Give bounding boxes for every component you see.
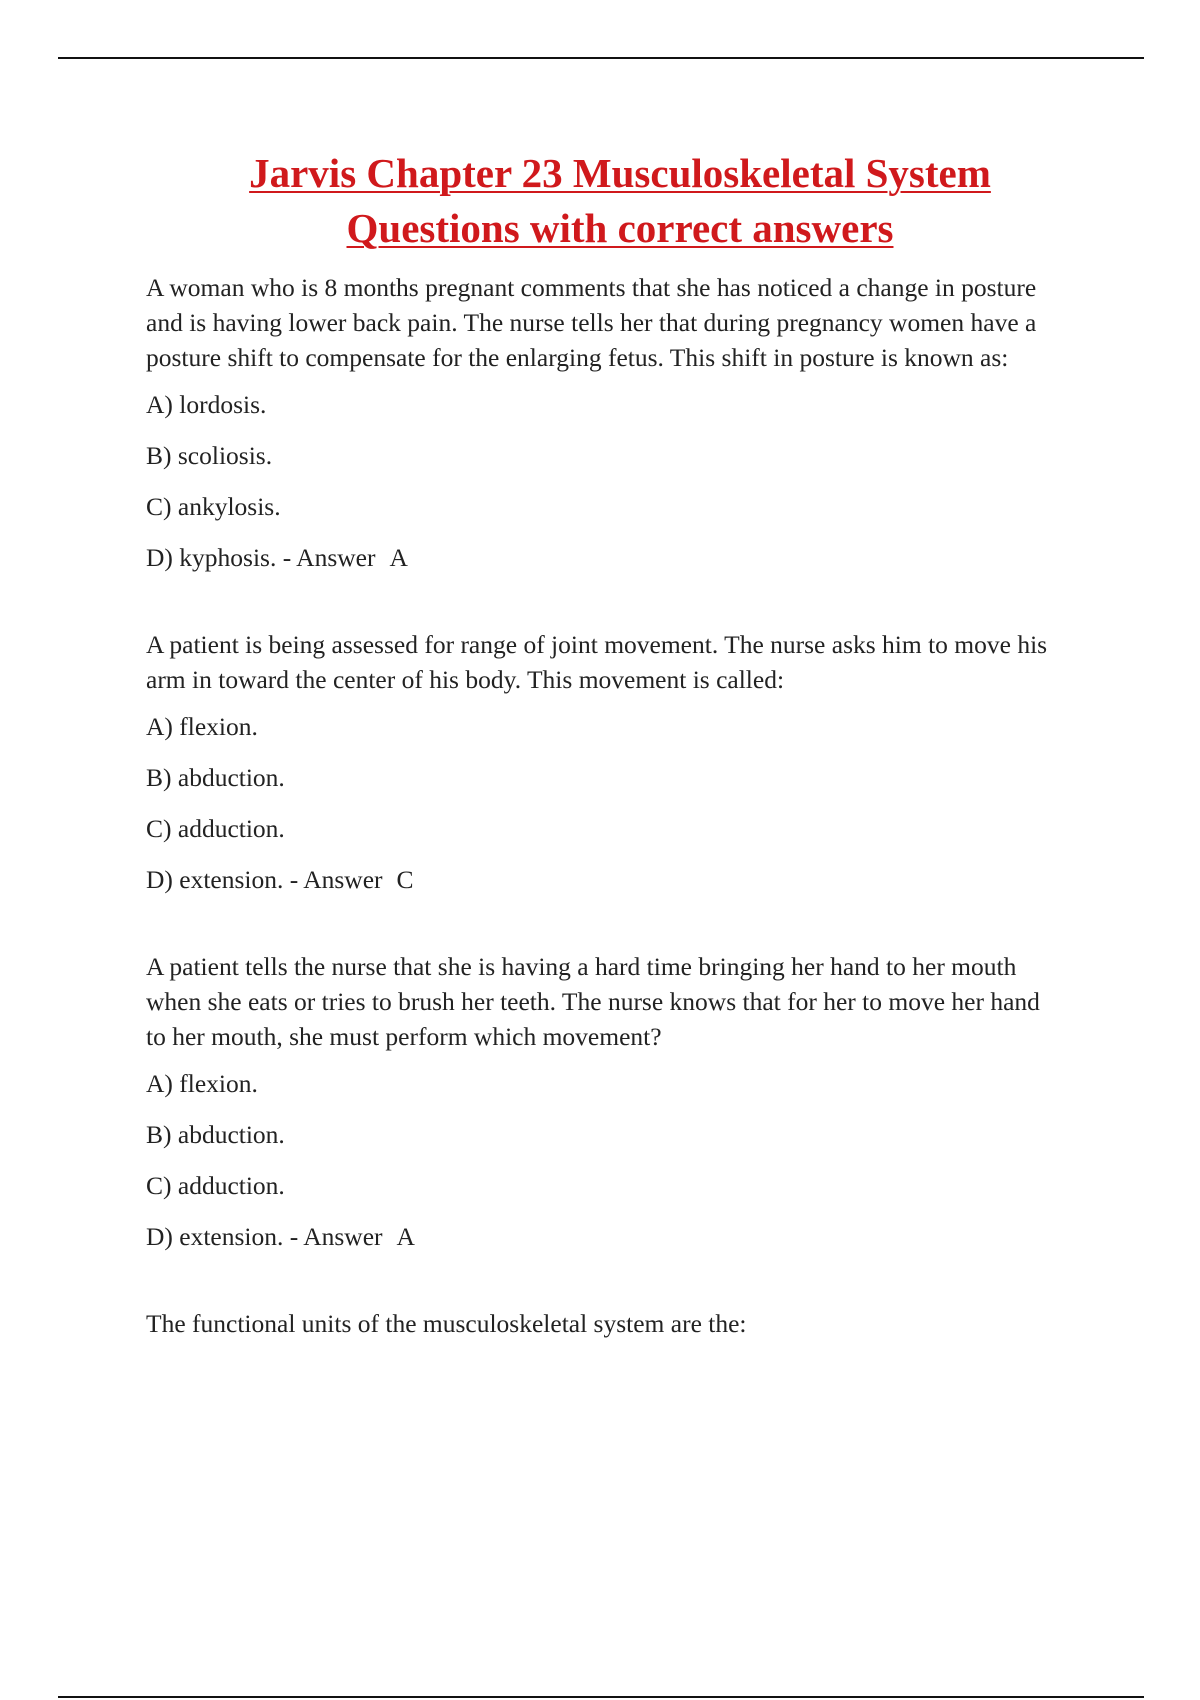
question-prompt: A patient tells the nurse that she is having a hard time bringing her hand to her mouth when she eats or tries to brush her teeth. The nurse knows that for her to move her hand to her mouth, she must perform which movement?: [146, 952, 1040, 1051]
option-b: B) abduction.: [146, 763, 285, 792]
option-d-with-answer: [146, 540, 1066, 575]
option-c: C) adduction.: [146, 1171, 285, 1200]
option-d: D) kyphosis. - Answer: [146, 543, 376, 572]
option-d: D) extension. - Answer: [146, 1222, 383, 1251]
option-a: A) flexion.: [146, 1069, 258, 1098]
title-line-1: Jarvis Chapter 23 Musculoskeletal System: [249, 150, 991, 196]
option-d-with-answer: [146, 1219, 1066, 1254]
question-block-4: [146, 1306, 1066, 1341]
option-b: B) abduction.: [146, 1120, 285, 1149]
option-d-with-answer: [146, 862, 1066, 897]
question-prompt: A patient is being assessed for range of joint movement. The nurse asks him to move his arm in toward the center of his body. This movement is called:: [146, 630, 1048, 694]
option-c: C) adduction.: [146, 814, 285, 843]
option-b: B) scoliosis.: [146, 441, 273, 470]
question-prompt: A woman who is 8 months pregnant comments that she has noticed a change in posture and is having lower back pain. The nurse tells her that during pregnancy women have a posture shift to compensate for the enlarging fetus. This shift in posture is known as:: [146, 273, 1037, 372]
option-a: A) lordosis.: [146, 390, 267, 419]
top-rule: [58, 57, 1144, 59]
bottom-rule: [58, 1696, 1144, 1698]
question-list: [146, 270, 1066, 1393]
option-d: D) extension. - Answer: [146, 865, 383, 894]
document-title: [0, 146, 1200, 256]
title-line-2: Questions with correct answers: [346, 205, 894, 251]
answer-letter: A: [396, 1222, 415, 1251]
answer-letter: C: [396, 865, 414, 894]
question-block-1: [146, 270, 1066, 575]
question-prompt: The functional units of the musculoskeletal system are the:: [146, 1309, 747, 1338]
answer-letter: A: [389, 543, 408, 572]
option-c: C) ankylosis.: [146, 492, 281, 521]
question-block-2: [146, 627, 1066, 897]
question-block-3: [146, 949, 1066, 1254]
option-a: A) flexion.: [146, 712, 258, 741]
